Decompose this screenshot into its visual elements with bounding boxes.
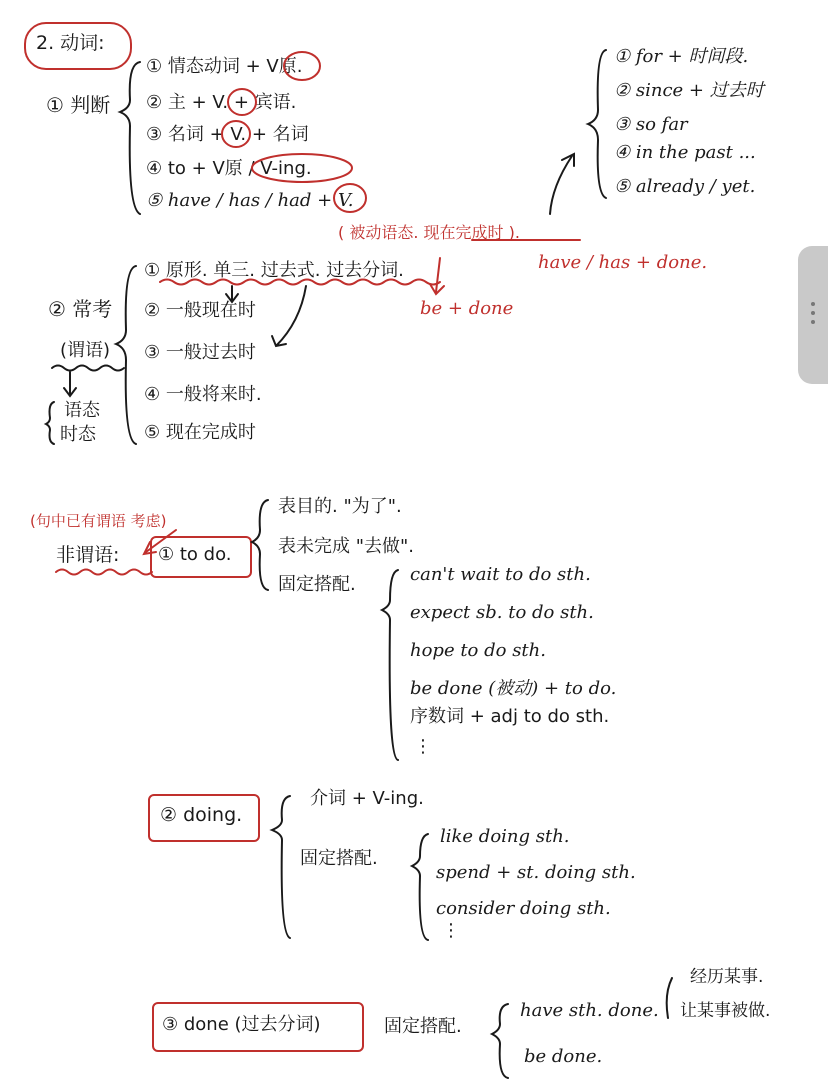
s2-label: ② 常考 <box>48 297 113 321</box>
s1-item-3: ③ 名词 + V. + 名词 <box>146 124 309 145</box>
todo-item-3: 固定搭配. <box>278 574 356 595</box>
small-brace-s2 <box>46 402 54 444</box>
done-meaning-mark <box>667 978 672 1018</box>
doing-phrase-3: consider doing sth. <box>436 898 611 919</box>
done-head: ③ done (过去分词) <box>162 1014 321 1035</box>
s1-right-5: ⑤ already / yet. <box>614 176 756 197</box>
s1-right-4: ④ in the past ... <box>614 142 756 163</box>
scroll-handle[interactable] <box>798 246 828 384</box>
s1-right-2: ② since + 过去时 <box>614 80 764 101</box>
s2-item-2: ② 一般现在时 <box>144 300 256 321</box>
s1-right-1: ① for + 时间段. <box>614 46 749 67</box>
note-be-done: be + done <box>420 298 514 319</box>
doing-item-1: 介词 + V-ing. <box>310 788 424 809</box>
note-passive: ( 被动语态. 现在完成时 ). <box>338 223 520 242</box>
todo-phrase-2: expect sb. to do sth. <box>410 602 594 623</box>
todo-phrase-1: can't wait to do sth. <box>410 564 591 585</box>
arrow-down-s2 <box>64 372 76 396</box>
title: 2. 动词: <box>36 32 105 54</box>
brace-s2 <box>116 266 136 444</box>
todo-item-1: 表目的. "为了". <box>278 496 402 517</box>
done-meaning-2: 让某事被做. <box>680 1001 771 1021</box>
todo-phrase-5: 序数词 + adj to do sth. <box>410 706 610 727</box>
todo-phrase-4: be done (被动) + to do. <box>410 678 617 699</box>
done-label: 固定搭配. <box>384 1016 462 1037</box>
note-have-done: have / has + done. <box>538 252 708 273</box>
doing-phrase-ellipsis: ⋮ <box>442 920 460 941</box>
s1-item-1: ① 情态动词 + V原. <box>146 56 303 77</box>
wavy-under-s2 <box>52 366 124 371</box>
s2-label-4: 时态 <box>60 424 96 445</box>
s2-label-3: 语态 <box>64 400 100 421</box>
brace-todo <box>252 500 268 590</box>
todo-head: ① to do. <box>158 544 232 565</box>
arrow-up-right <box>550 154 574 214</box>
arrow-guoqushi <box>272 286 306 346</box>
wavy-feiweiyu <box>56 570 152 575</box>
s3-note: (句中已有谓语 考虑) <box>30 512 167 530</box>
done-meaning-1: 经历某事. <box>690 967 764 987</box>
todo-phrase-3: hope to do sth. <box>410 640 546 661</box>
s3-label: 非谓语: <box>56 544 120 566</box>
s1-right-3: ③ so far <box>614 114 688 135</box>
s1-label: ① 判断 <box>46 93 111 117</box>
done-phrase-1: have sth. done. <box>520 1000 659 1021</box>
doing-item-2: 固定搭配. <box>300 848 378 869</box>
todo-phrase-ellipsis: ⋮ <box>414 736 432 757</box>
brace-s1 <box>120 62 140 214</box>
doing-phrase-1: like doing sth. <box>440 826 570 847</box>
scroll-grip-icon <box>810 302 816 329</box>
todo-item-2: 表未完成 "去做". <box>278 536 415 557</box>
s2-item-1: ① 原形. 单三. 过去式. 过去分词. <box>144 260 404 281</box>
arrow-be-done <box>430 258 444 294</box>
brace-todo-phrases <box>382 570 398 760</box>
doing-phrase-2: spend + st. doing sth. <box>436 862 636 883</box>
done-phrase-2: be done. <box>524 1046 603 1067</box>
s2-item-3: ③ 一般过去时 <box>144 342 256 363</box>
s2-item-5: ⑤ 现在完成时 <box>144 422 256 443</box>
brace-doing-phrases <box>412 834 428 940</box>
s2-item-4: ④ 一般将来时. <box>144 384 262 405</box>
doing-head: ② doing. <box>160 804 243 826</box>
brace-right <box>588 50 606 198</box>
s2-label-2: (谓语) <box>60 340 111 361</box>
s1-item-4: ④ to + V原 / V-ing. <box>146 158 312 179</box>
brace-doing <box>272 796 290 938</box>
s1-item-5: ⑤ have / has / had + V. <box>146 190 354 211</box>
s1-item-2: ② 主 + V. + 宾语. <box>146 92 297 113</box>
brace-done <box>492 1004 508 1078</box>
